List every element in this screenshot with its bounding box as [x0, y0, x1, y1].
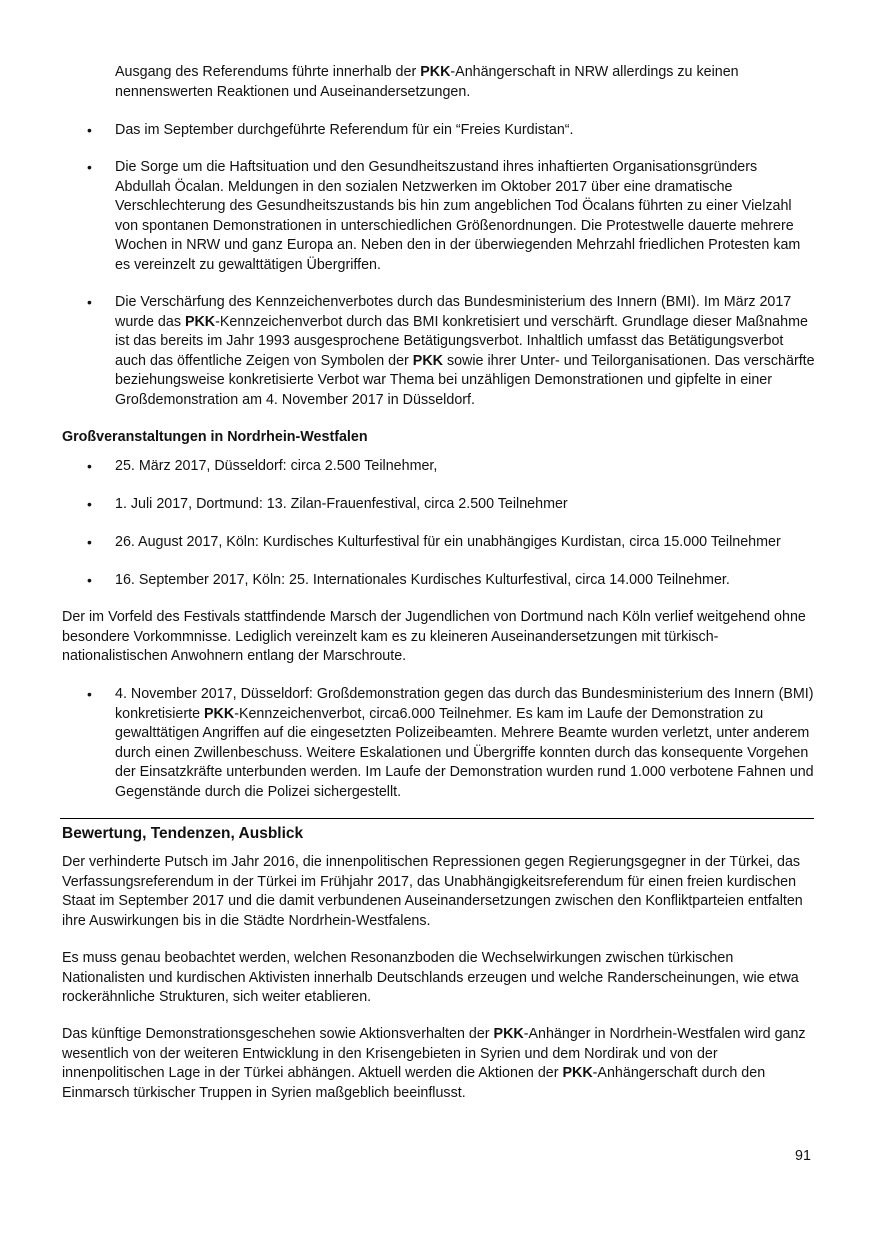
list-item-text: Die Sorge um die Haftsituation und den Gesundheitszustand ihres inhaftierten Organisationsgründers Abdullah Öcalan. Meldungen in den sozialen Netzwerken im Oktober 2017 über eine dramatische Verschlechterung des Gesundheitszustands bis hin zum angeblichen Tod Öcalans führten zu einer Vielzahl von spontanen Demonstrationen in unterschiedlichen Größenordnungen. Die Protestwelle dauerte mehrere Wochen in NRW und ganz Europa an. Neben den in der überwiegenden Mehrzahl friedlichen Protesten kam es vereinzelt zu gewalttätigen Übergriffen. — [115, 159, 801, 273]
pkk-bold: PKK — [420, 64, 451, 80]
text-run: Die Verschärfung des Kennzeichenverbotes durch das Bundesministerium des Innern (BMI). Im März 2017 wurde das — [115, 294, 792, 330]
bullet-icon: • — [87, 159, 92, 175]
list-item-text — [115, 293, 815, 411]
events-heading: Großveranstaltungen in Nordrhein-Westfalen — [62, 429, 368, 445]
pkk-bold: PKK — [562, 1065, 593, 1082]
bullet-icon: • — [87, 458, 92, 474]
event-text: 16. September 2017, Köln: 25. Internationales Kurdisches Kulturfestival, circa 14.000 Teilnehmer. — [115, 572, 730, 588]
bullet-icon: • — [87, 496, 92, 512]
march-paragraph: Der im Vorfeld des Festivals stattfindende Marsch der Jugendlichen von Dortmund nach Köln verlief weitgehend ohne besondere Vorkommnisse. Lediglich vereinzelt kam es zu kleineren Auseinandersetzungen mit türkisch-nationalistischen Anwohnern entlang der Marschroute. — [62, 609, 806, 665]
bullet-icon: • — [87, 686, 92, 702]
pkk-bold: PKK — [204, 705, 235, 722]
bullet-icon: • — [87, 294, 92, 310]
text-run: Das künftige Demonstrationsgeschehen sowie Aktionsverhalten der — [62, 1026, 494, 1042]
text-run: -Anhänger in Nordrhein-Westfalen wird ganz wesentlich von der weiteren Entwicklung in den Krisengebieten in Syrien und dem Nordirak und von der innenpolitischen Lage in der Türkei abhängen. Aktuell werden die Aktionen der — [62, 1026, 806, 1082]
event-text: 1. Juli 2017, Dortmund: 13. Zilan-Frauenfestival, circa 2.500 Teilnehmer — [115, 496, 568, 512]
text-run: Ausgang des Referendums führte innerhalb der — [115, 64, 421, 80]
bullet-icon: • — [87, 534, 92, 550]
list-item-text: Das im September durchgeführte Referendum für ein “Freies Kurdistan“. — [115, 122, 574, 138]
text-run: -Anhängerschaft durch den Einmarsch türkischer Truppen in Syrien maßgeblich beeinflusst. — [62, 1065, 766, 1101]
list-item-text — [115, 685, 815, 803]
text-run: sowie ihrer Unter- und Teilorganisationen. Das verschärfte beziehungsweise konkretisierte Verbot war Thema bei unzähligen Demonstrationen und gipfelte in einer Großdemonstration am 4. November 2017 in Düsseldorf. — [115, 352, 815, 408]
assessment-paragraph-3 — [62, 1025, 814, 1103]
intro-paragraph — [115, 63, 815, 102]
text-run: -Kennzeichenverbot, circa6.000 Teilnehmer. Es kam im Laufe der Demonstration zu gewalttätigen Angriffen auf die eingesetzten Polizeibeamten. Mehrere Beamte wurden verletzt, unter anderem durch einen Zwillenbeschuss. Weitere Eskalationen und Übergriffe konnten durch das konsequente Vorgehen der Einsatzkräfte unterbunden werden. Im Laufe der Demonstration wurden rund 1.000 verbotene Fahnen und Gegenstände durch die Polizei sichergestellt. — [115, 705, 814, 800]
text-run: -Kennzeichenverbot durch das BMI konkretisiert und verschärft. Grundlage dieser Maßnahme ist das bereits im Jahr 1993 ausgesprochene Betätigungsverbot. Inhaltlich umfasst das Betätigungsverbot auch das öffentliche Zeigen von Symbolen der — [115, 313, 808, 369]
bullet-icon: • — [87, 572, 92, 588]
bullet-icon: • — [87, 122, 92, 138]
event-text: 25. März 2017, Düsseldorf: circa 2.500 Teilnehmer, — [115, 458, 438, 474]
section-title: Bewertung, Tendenzen, Ausblick — [62, 825, 304, 842]
event-text: 26. August 2017, Köln: Kurdisches Kulturfestival für ein unabhängiges Kurdistan, circa 15.000 Teilnehmer — [115, 534, 781, 550]
page-number: 91 — [795, 1148, 811, 1164]
section-divider — [60, 818, 814, 819]
assessment-paragraph-1: Der verhinderte Putsch im Jahr 2016, die innenpolitischen Repressionen gegen Regierungsgegner in der Türkei, das Verfassungsreferendum in der Türkei im Frühjahr 2017, das Unabhängigkeitsreferendum für einen freien kurdischen Staat im September 2017 und die damit verbundenen Auseinandersetzungen zwischen den Konfliktparteien entfalten ihre Auswirkungen bis in die Städte Nordrhein-Westfalens. — [62, 854, 803, 929]
assessment-paragraph-2: Es muss genau beobachtet werden, welchen Resonanzboden die Wechselwirkungen zwischen türkischen Nationalisten und kurdischen Aktivisten innerhalb Deutschlands erzeugen und welche Randerscheinungen, wie etwa rockerähnliche Strukturen, sich weiter etablieren. — [62, 950, 799, 1006]
pkk-bold: PKK — [412, 352, 443, 369]
pkk-bold: PKK — [493, 1026, 524, 1042]
text-run: -Anhängerschaft in NRW allerdings zu keinen nennenswerten Reaktionen und Auseinandersetzungen. — [115, 64, 739, 100]
pkk-bold: PKK — [184, 313, 216, 330]
text-run: 4. November 2017, Düsseldorf: Großdemonstration gegen das durch das Bundesministerium des Innern (BMI) konkretisierte — [115, 686, 814, 722]
